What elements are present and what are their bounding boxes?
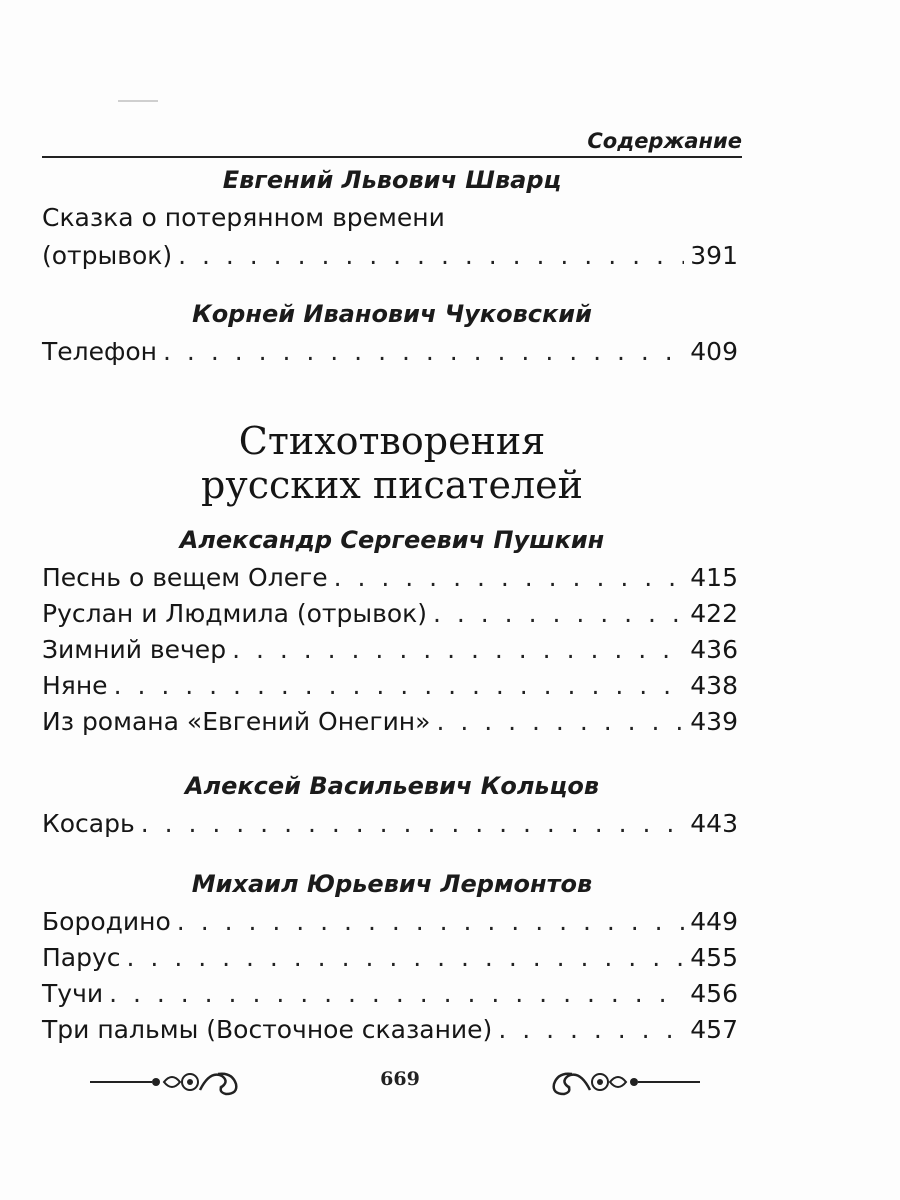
dot-leader xyxy=(232,633,684,667)
entry-page: 409 xyxy=(690,337,738,366)
toc-entry xyxy=(42,335,738,369)
dot-leader xyxy=(177,905,684,939)
entry-page: 455 xyxy=(690,943,738,972)
toc-entry xyxy=(42,905,738,939)
entry-title: Три пальмы (Восточное сказание) xyxy=(42,1015,493,1044)
toc-entry xyxy=(42,561,738,595)
entry-page: 443 xyxy=(690,809,738,838)
running-header xyxy=(42,126,742,158)
left-flourish-icon xyxy=(90,1064,300,1100)
dot-leader xyxy=(498,1013,684,1047)
entry-page: 422 xyxy=(690,599,738,628)
entry-title: Бородино xyxy=(42,907,171,936)
toc-entry xyxy=(42,633,738,667)
entry-page: 391 xyxy=(690,241,738,270)
entry-title: Руслан и Людмила (отрывок) xyxy=(42,599,427,628)
entry-title: Косарь xyxy=(42,809,135,838)
dot-leader xyxy=(433,597,684,631)
toc-entry xyxy=(42,1013,738,1047)
toc-entry xyxy=(42,705,738,739)
entry-page: 436 xyxy=(690,635,738,664)
entry-page: 415 xyxy=(690,563,738,592)
toc-entry xyxy=(42,239,738,273)
entry-page: 438 xyxy=(690,671,738,700)
entry-title: Тучи xyxy=(42,979,104,1008)
entry-title: Парус xyxy=(42,943,121,972)
author-heading: Михаил Юрьевич Лермонтов xyxy=(191,870,593,898)
entry-page: 449 xyxy=(690,907,738,936)
section-title-line-1: Стихотворения xyxy=(238,419,546,463)
toc-entry xyxy=(42,669,738,703)
right-flourish-icon xyxy=(490,1064,700,1100)
dot-leader xyxy=(114,669,685,703)
dot-leader xyxy=(334,561,685,595)
dot-leader xyxy=(127,941,685,975)
toc-entry xyxy=(42,941,738,975)
entry-title-line: Сказка о потерянном времени xyxy=(42,203,445,232)
section-title-line-2: русских писателей xyxy=(201,463,583,507)
page-number: 669 xyxy=(380,1068,420,1090)
entry-page: 439 xyxy=(690,707,738,736)
entry-page: 457 xyxy=(690,1015,738,1044)
toc-entry xyxy=(42,807,738,841)
entry-title: Песнь о вещем Олеге xyxy=(42,563,328,592)
dot-leader xyxy=(163,335,684,369)
dot-leader xyxy=(178,239,684,273)
toc-entry xyxy=(42,977,738,1011)
entry-title: Зимний вечер xyxy=(42,635,227,664)
entry-title: (отрывок) xyxy=(42,241,173,270)
dot-leader xyxy=(141,807,685,841)
entry-title: Няне xyxy=(42,671,108,700)
scan-mark xyxy=(118,100,158,102)
author-heading: Алексей Васильевич Кольцов xyxy=(184,772,600,800)
entry-page: 456 xyxy=(690,979,738,1008)
dot-leader xyxy=(436,705,684,739)
toc-entry xyxy=(42,597,738,631)
author-heading: Александр Сергеевич Пушкин xyxy=(179,526,605,554)
dot-leader xyxy=(109,977,684,1011)
author-heading: Корней Иванович Чуковский xyxy=(192,300,592,328)
entry-title: Телефон xyxy=(42,337,158,366)
author-heading: Евгений Львович Шварц xyxy=(222,166,562,194)
running-title: Содержание xyxy=(587,129,742,153)
entry-title: Из романа «Евгений Онегин» xyxy=(42,707,431,736)
